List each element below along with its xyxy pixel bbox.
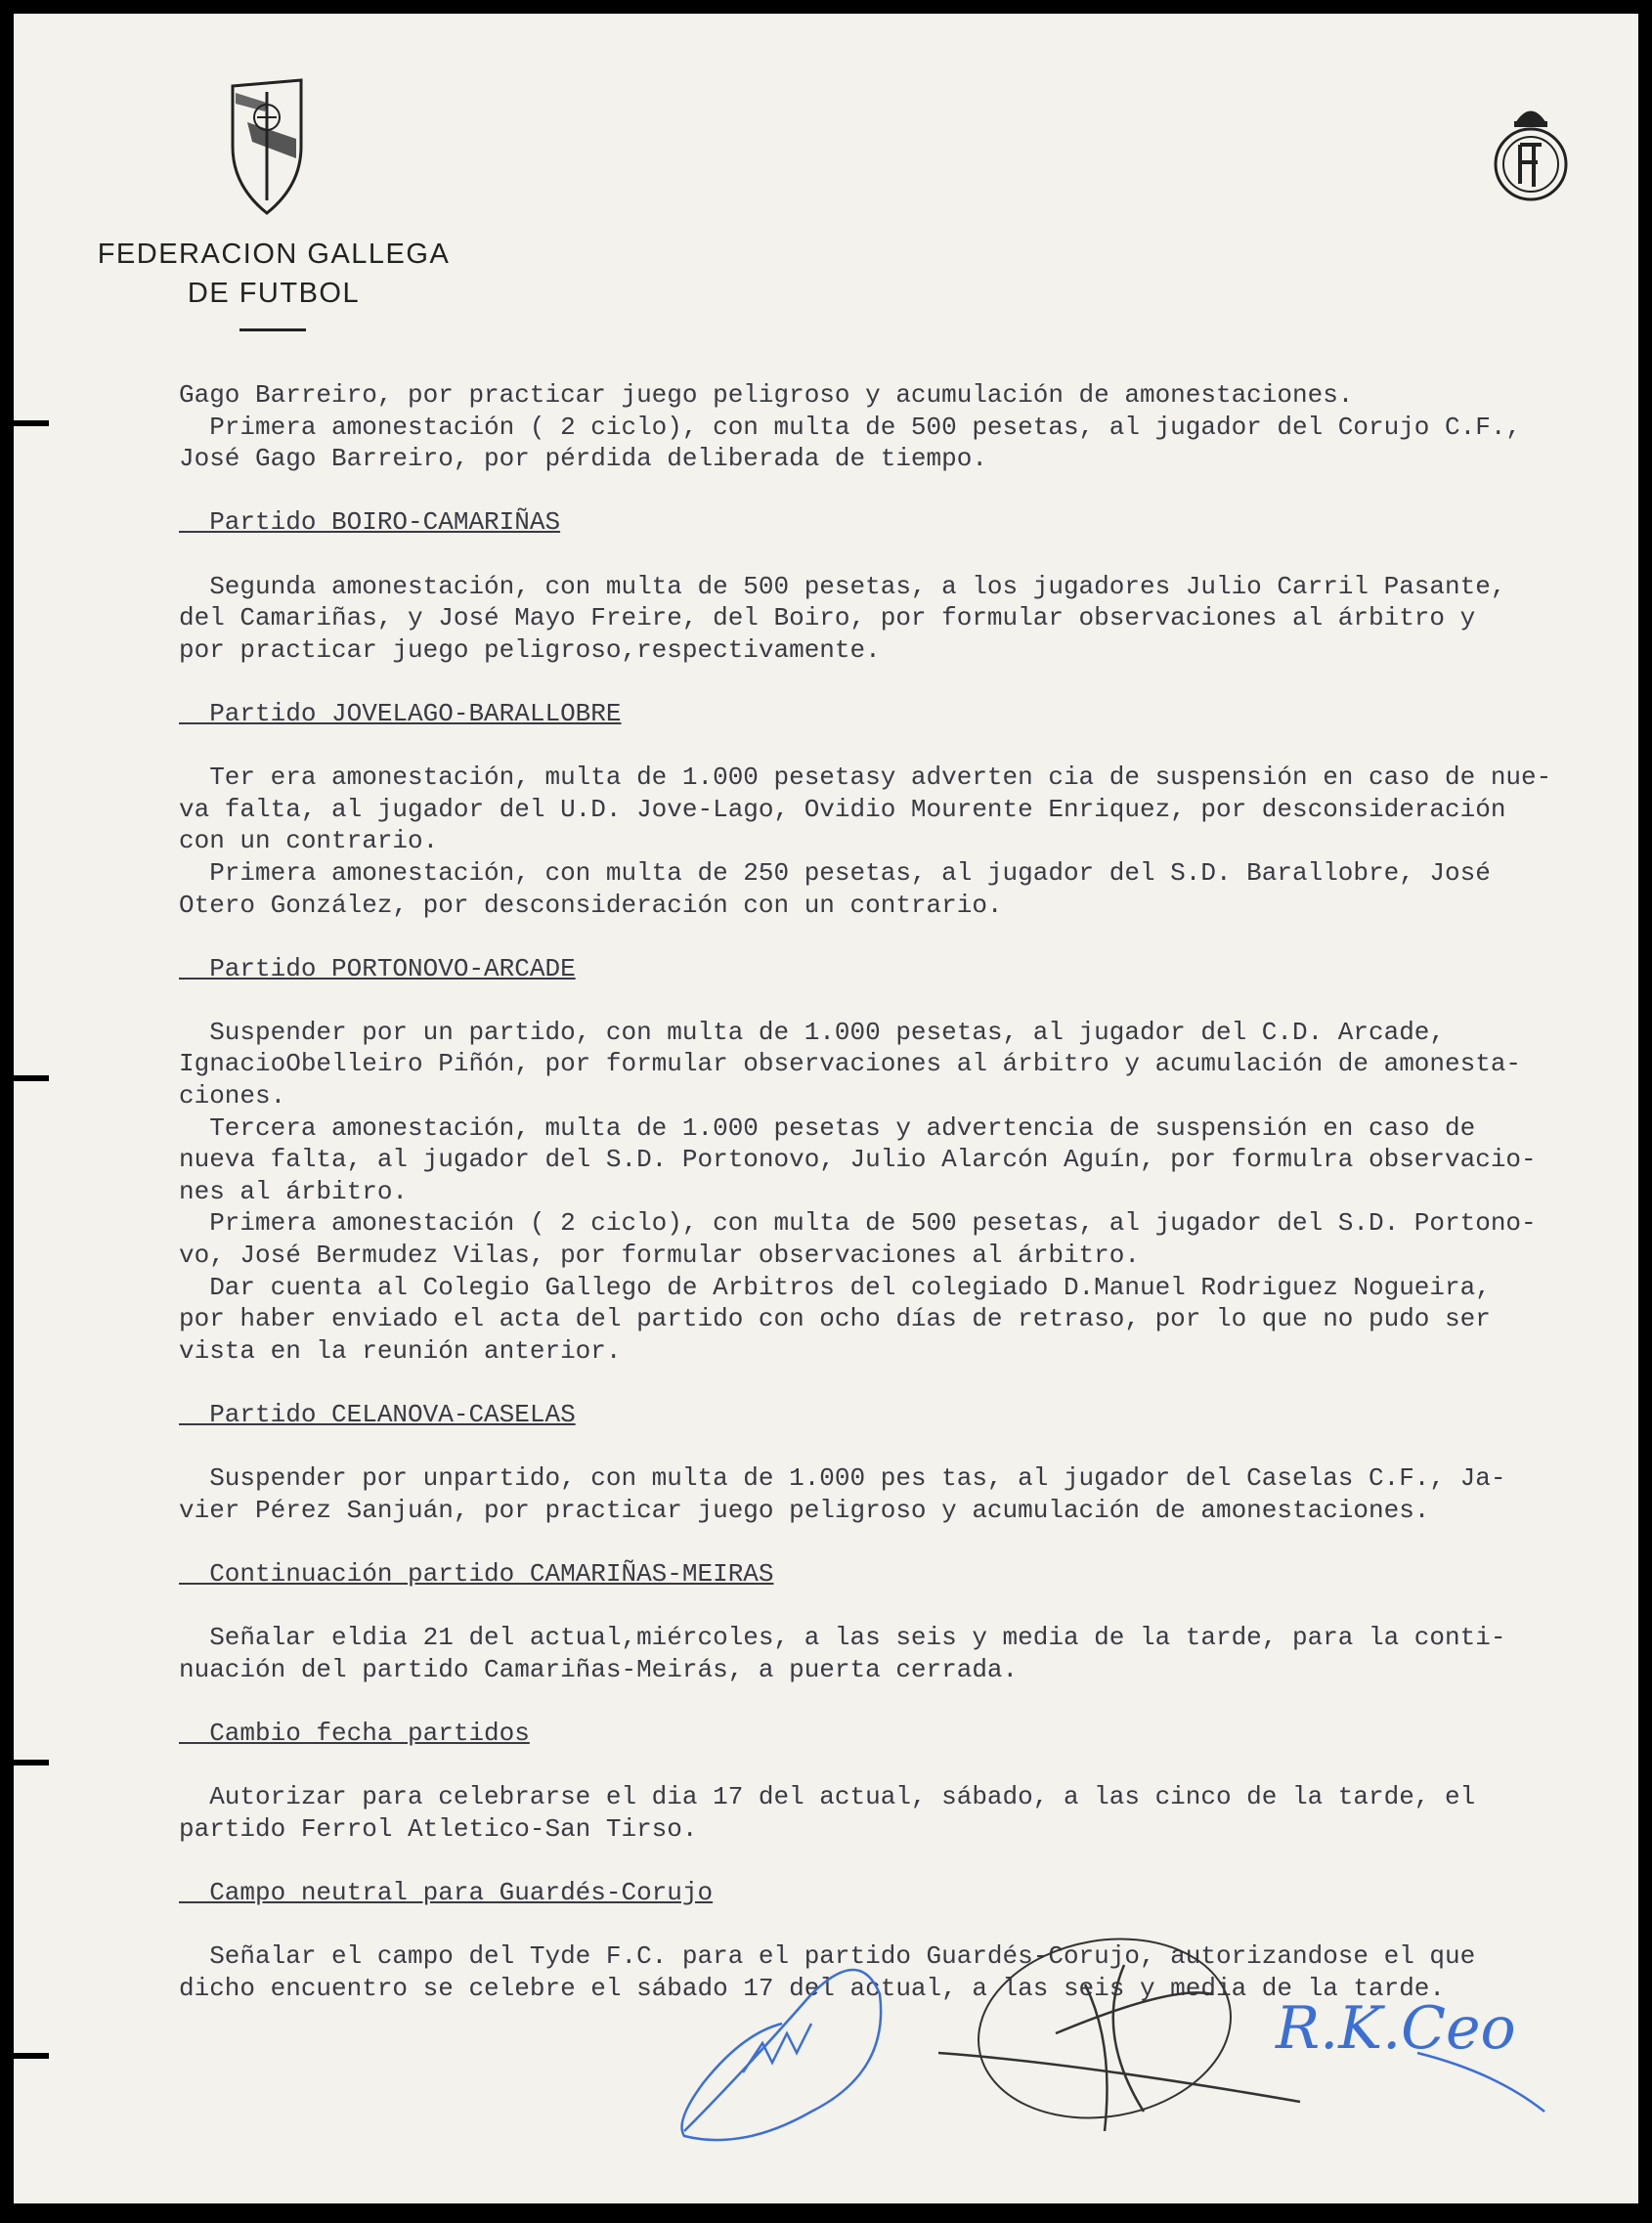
- letterhead-line-2: DE FUTBOL: [187, 278, 361, 309]
- section-heading: Cambio fecha partidos: [179, 1718, 530, 1748]
- spacer: [179, 1750, 1626, 1782]
- paragraph-line: del Camariñas, y José Mayo Freire, del Boiro, por formular observaciones al árbitro y: [179, 603, 1476, 633]
- federation-shield-logo: [228, 78, 306, 215]
- paragraph-line: Señalar el campo del Tyde F.C. para el partido Guardés-Corujo, autorizandose el que: [179, 1941, 1476, 1972]
- spacer: [179, 730, 1626, 763]
- paragraph-line: José Gago Barreiro, por pérdida deliberada de tiempo.: [179, 444, 987, 474]
- paragraph-line: vista en la reunión anterior.: [179, 1335, 622, 1366]
- section-heading: Partido CELANOVA-CASELAS: [179, 1400, 576, 1429]
- spacer: [179, 1909, 1626, 1941]
- spacer: [179, 1591, 1626, 1623]
- royal-crest-logo: [1491, 94, 1571, 207]
- spacer: [179, 1526, 1626, 1558]
- section-heading: Partido BOIRO-CAMARIÑAS: [179, 507, 561, 538]
- paragraph-line: Suspender por unpartido, con multa de 1.000 pes tas, al jugador del Caselas C.F., Ja-: [179, 1463, 1506, 1494]
- paragraph-line: Señalar eldia 21 del actual,miércoles, a las seis y media de la tarde, para la conti-: [179, 1623, 1506, 1653]
- paragraph-line: Primera amonestación, con multa de 250 pesetas, al jugador del S.D. Barallobre, José: [179, 857, 1491, 888]
- section-heading: Partido PORTONOVO-ARCADE: [179, 953, 576, 983]
- page-notch: [10, 2053, 49, 2059]
- paragraph-line: Otero González, por desconsideración con un contrario.: [179, 890, 1003, 920]
- paragraph-line: Gago Barreiro, por practicar juego peligroso y acumulación de amonestaciones.: [179, 380, 1354, 410]
- signature-3-text: R.K.Ceo: [1276, 1994, 1516, 2063]
- paragraph-line: dicho encuentro se celebre el sábado 17 del actual, a las seis y media de la tarde.: [179, 1973, 1446, 2003]
- spacer: [179, 1367, 1626, 1399]
- paragraph-line: ciones.: [179, 1081, 286, 1112]
- spacer: [179, 1685, 1626, 1718]
- paragraph-line: por practicar juego peligroso,respectivamente.: [179, 634, 881, 665]
- spacer: [179, 539, 1626, 571]
- section-heading: Continuación partido CAMARIÑAS-MEIRAS: [179, 1558, 774, 1589]
- paragraph-line: va falta, al jugador del U.D. Jove-Lago, Ovidio Mourente Enriquez, por desconsideración: [179, 794, 1506, 824]
- paragraph-line: Primera amonestación ( 2 ciclo), con multa de 500 pesetas, al jugador del Corujo C.F.,: [179, 412, 1522, 442]
- paragraph-line: vo, José Bermudez Vilas, por formular observaciones al árbitro.: [179, 1241, 1140, 1271]
- letterhead-line-1: FEDERACION GALLEGA: [97, 239, 451, 270]
- paragraph-line: Ter era amonestación, multa de 1.000 pesetasy adverten cia de suspensión en caso de nue-: [179, 763, 1552, 793]
- page-notch: [10, 1760, 49, 1765]
- spacer: [179, 666, 1626, 698]
- paragraph-line: nuación del partido Camariñas-Meirás, a puerta cerrada.: [179, 1654, 1019, 1684]
- page-notch: [10, 420, 49, 426]
- paragraph-line: nes al árbitro.: [179, 1176, 409, 1206]
- spacer: [179, 921, 1626, 953]
- paragraph-line: Suspender por un partido, con multa de 1.000 pesetas, al jugador del C.D. Arcade,: [179, 1017, 1446, 1047]
- document-body: [179, 379, 1626, 2004]
- paragraph-line: vier Pérez Sanjuán, por practicar juego peligroso y acumulación de amonestaciones.: [179, 1495, 1430, 1525]
- section-heading: Partido JOVELAGO-BARALLOBRE: [179, 698, 622, 728]
- spacer: [179, 1431, 1626, 1463]
- spacer: [179, 475, 1626, 507]
- spacer: [179, 984, 1626, 1017]
- paragraph-line: partido Ferrol Atletico-San Tirso.: [179, 1813, 698, 1844]
- paragraph-line: Autorizar para celebrarse el dia 17 del actual, sábado, a las cinco de la tarde, el: [179, 1782, 1476, 1812]
- paragraph-line: Tercera amonestación, multa de 1.000 pesetas y advertencia de suspensión en caso de: [179, 1112, 1476, 1143]
- paragraph-line: Dar cuenta al Colegio Gallego de Arbitros del colegiado D.Manuel Rodriguez Nogueira,: [179, 1272, 1491, 1302]
- paragraph-line: Segunda amonestación, con multa de 500 pesetas, a los jugadores Julio Carril Pasante,: [179, 571, 1506, 601]
- section-heading: Campo neutral para Guardés-Corujo: [179, 1877, 714, 1907]
- paragraph-line: por haber enviado el acta del partido con ocho días de retraso, por lo que no pudo ser: [179, 1304, 1491, 1334]
- paragraph-line: con un contrario.: [179, 826, 439, 856]
- spacer: [179, 1845, 1626, 1877]
- paragraph-line: Primera amonestación ( 2 ciclo), con multa de 500 pesetas, al jugador del S.D. Portono-: [179, 1208, 1537, 1239]
- letterhead: [59, 235, 489, 313]
- paragraph-line: nueva falta, al jugador del S.D. Portonovo, Julio Alarcón Aguín, por formulra observacio-: [179, 1145, 1537, 1175]
- page-notch: [10, 1075, 49, 1081]
- paragraph-line: IgnacioObelleiro Piñón, por formular observaciones al árbitro y acumulación de amonesta-: [179, 1049, 1522, 1079]
- letterhead-rule: [239, 328, 306, 331]
